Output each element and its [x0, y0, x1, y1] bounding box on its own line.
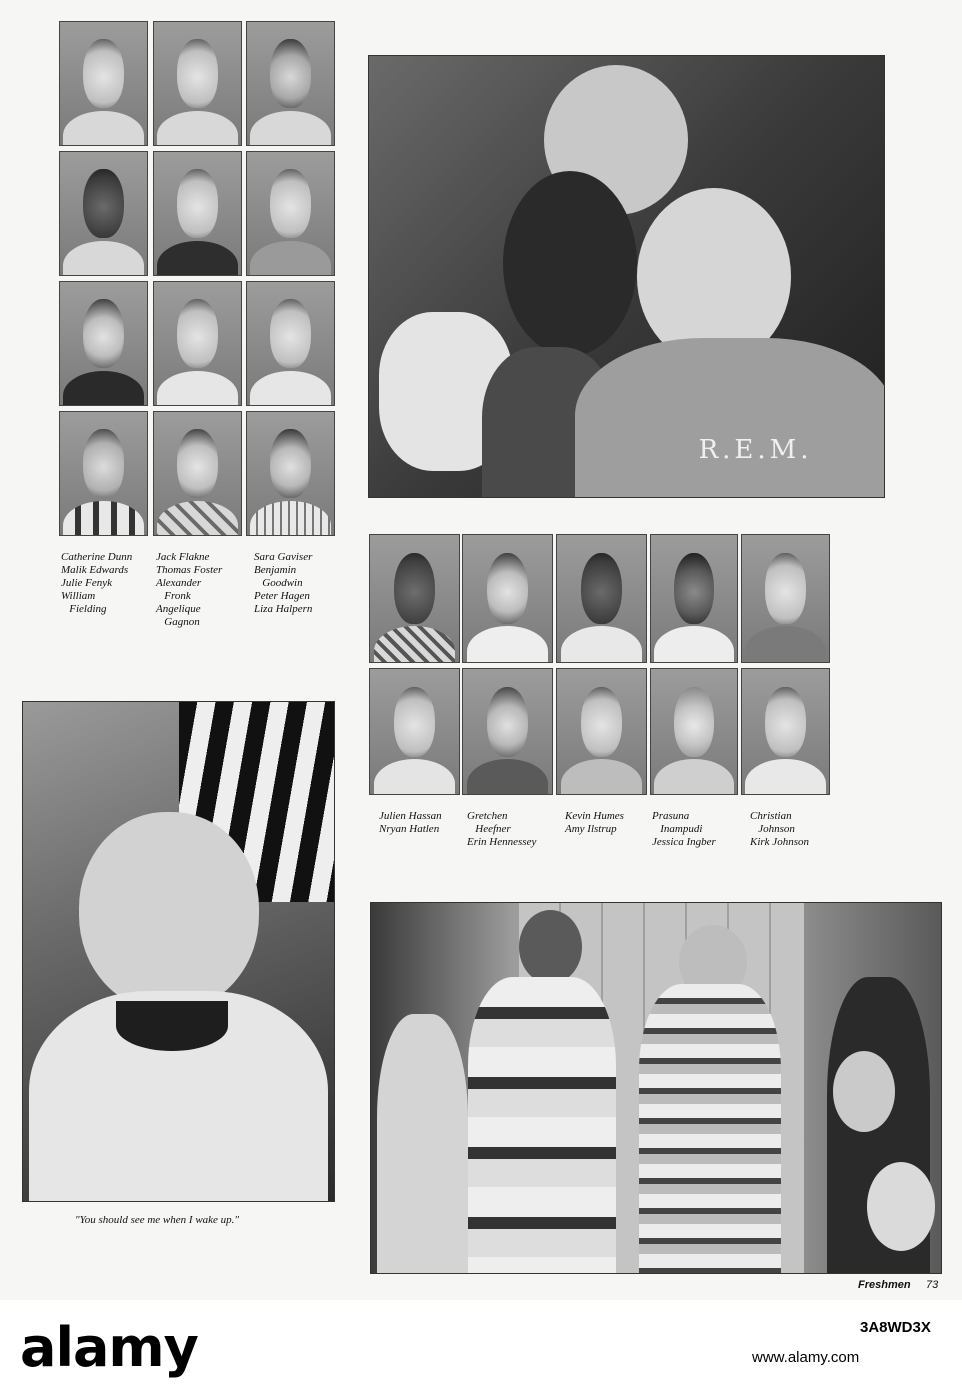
portrait [59, 281, 148, 406]
portrait [246, 411, 335, 536]
portrait [246, 151, 335, 276]
portrait [369, 668, 460, 795]
names-right-col4: Prasuna Inampudi Jessica Ingber [652, 810, 716, 848]
portrait [462, 668, 553, 795]
candid-photo-lockers [370, 902, 942, 1274]
portrait [59, 411, 148, 536]
shirt-text: R.E.M. [698, 435, 813, 466]
section-label: Freshmen [858, 1279, 911, 1291]
portrait [246, 21, 335, 146]
portrait [741, 534, 830, 663]
watermark-url: www.alamy.com [752, 1349, 860, 1366]
names-right-col5: Christian Johnson Kirk Johnson [750, 810, 809, 848]
alamy-logo: alamy [20, 1316, 198, 1379]
portrait [650, 534, 738, 663]
names-right-col2: Gretchen Heefner Erin Hennessey [467, 810, 537, 848]
portrait [556, 668, 647, 795]
portrait [59, 151, 148, 276]
photo-caption: "You should see me when I wake up." [75, 1214, 240, 1226]
portrait [153, 411, 242, 536]
portrait [462, 534, 553, 663]
names-left-col2: Jack Flakne Thomas Foster Alexander Fronk Angelique Gagnon [156, 551, 223, 628]
portrait [650, 668, 738, 795]
portrait [246, 281, 335, 406]
portrait [153, 281, 242, 406]
names-left-col1: Catherine Dunn Malik Edwards Julie Fenyk William Fielding [61, 551, 133, 615]
image-id: 3A8WD3X [860, 1319, 931, 1336]
portrait [153, 21, 242, 146]
names-right-col1: Julien Hassan Nryan Hatlen [379, 810, 442, 835]
portrait [153, 151, 242, 276]
portrait [556, 534, 647, 663]
portrait [59, 21, 148, 146]
page-number: 73 [926, 1279, 939, 1291]
portrait [741, 668, 830, 795]
candid-photo-hug [368, 55, 885, 498]
names-right-col3: Kevin Humes Amy Ilstrup [565, 810, 624, 835]
candid-photo-boy [22, 701, 335, 1202]
portrait [369, 534, 460, 663]
names-left-col3: Sara Gaviser Benjamin Goodwin Peter Hagen Liza Halpern [254, 551, 313, 615]
